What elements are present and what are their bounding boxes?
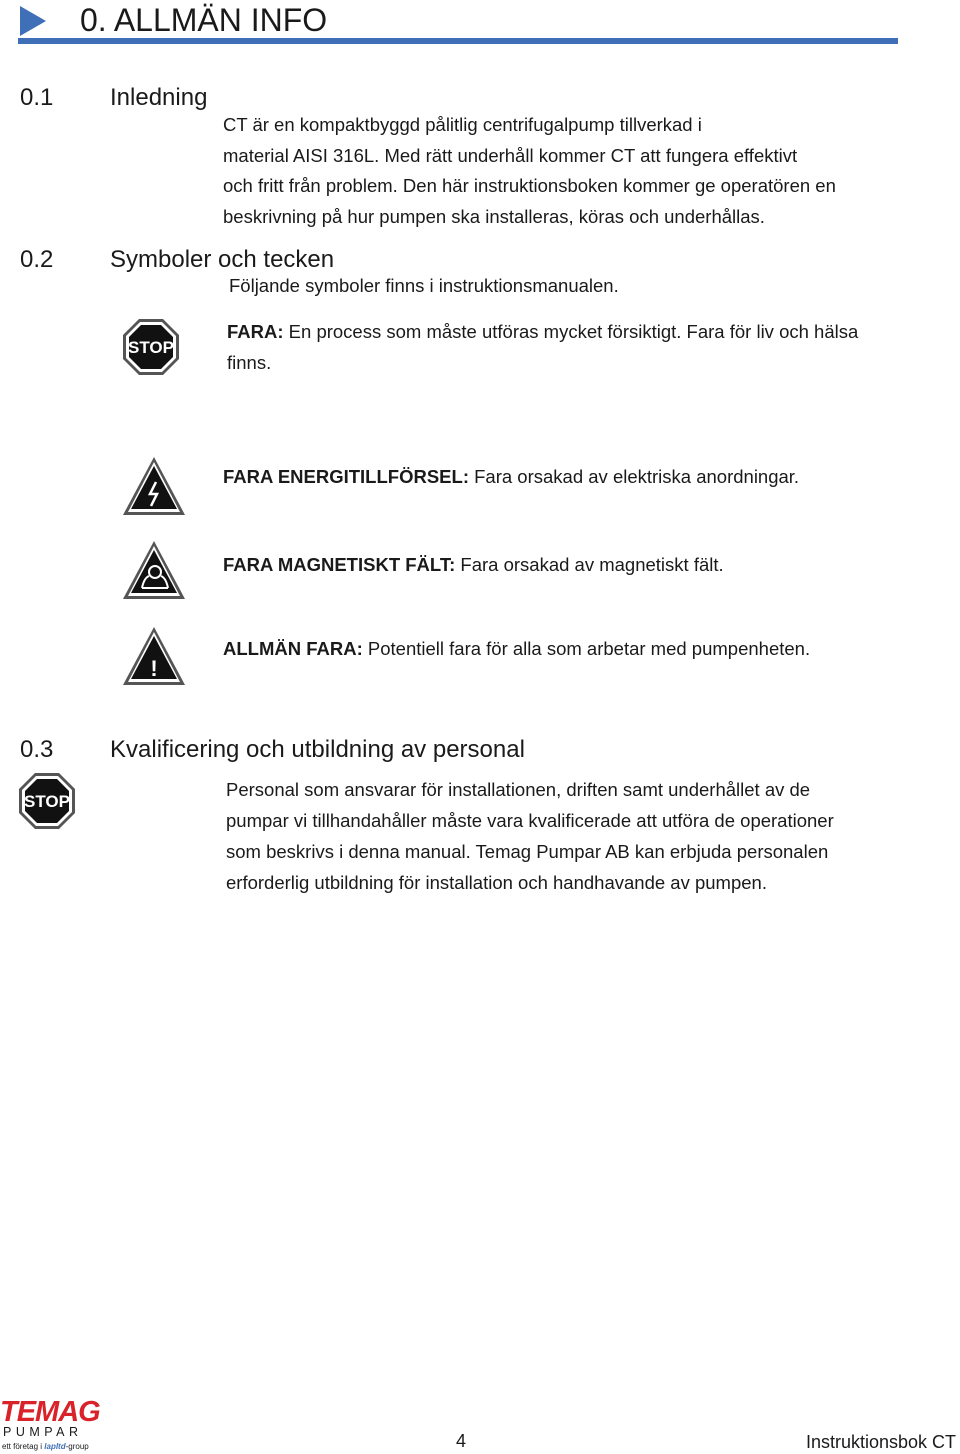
body-line: Personal som ansvarar för installationen, driften samt underhållet av de — [226, 779, 811, 800]
warning-label: FARA ENERGITILLFÖRSEL: — [223, 466, 469, 487]
logo-tag-group: lapltd — [44, 1442, 66, 1451]
section-number: 0.3 — [20, 736, 54, 763]
body-line: som beskrivs i denna manual. Temag Pumpar AB kan erbjuda personalen — [226, 841, 829, 862]
warning-label: ALLMÄN FARA: — [223, 638, 363, 659]
warning-danger — [227, 321, 858, 343]
warning-text: En process som måste utföras mycket försiktigt. Fara för liv och hälsa — [283, 321, 859, 342]
body-line: beskrivning på hur pumpen ska installeras, köras och underhållas. — [223, 205, 765, 227]
temag-logo: TEMAG — [0, 1396, 100, 1428]
page-title: 0. ALLMÄN INFO — [80, 2, 328, 38]
exclamation-text: ! — [150, 656, 158, 681]
document-name: Instruktionsbok CT — [806, 1432, 957, 1452]
section-intro: Följande symboler finns i instruktionsmanualen. — [229, 275, 619, 296]
warning-label: FARA MAGNETISKT FÄLT: — [223, 554, 456, 575]
warning-text: Fara orsakad av magnetiskt fält. — [455, 554, 724, 575]
stop-sign-text: STOP — [24, 792, 70, 811]
general-danger-icon — [122, 626, 186, 686]
page-number: 4 — [456, 1431, 467, 1451]
logo-tag-prefix: ett företag i — [2, 1442, 43, 1451]
warning-text: Fara orsakad av elektriska anordningar. — [468, 466, 800, 487]
magnetic-field-icon — [122, 540, 186, 600]
stop-sign-text: STOP — [128, 338, 174, 357]
section-number: 0.2 — [20, 246, 54, 273]
warning-electric — [223, 466, 799, 488]
section-title: Inledning — [110, 84, 208, 111]
section-title: Symboler och tecken — [110, 246, 335, 273]
warning-text: Potentiell fara för alla som arbetar med pumpenheten. — [362, 638, 811, 659]
warning-magnetic — [223, 554, 724, 576]
logo-tag-suffix: -group — [65, 1442, 89, 1451]
section-title: Kvalificering och utbildning av personal — [110, 736, 525, 763]
body-line: erforderlig utbildning för installation och handhavande av pumpen. — [226, 872, 767, 893]
logo-tagline — [2, 1442, 89, 1451]
warning-general — [223, 638, 810, 660]
body-line: material AISI 316L. Med rätt underhåll kommer CT att fungera effektivt — [223, 144, 798, 166]
section-number: 0.1 — [20, 84, 54, 111]
stop-sign-icon — [122, 318, 180, 376]
body-line: CT är en kompaktbyggd pålitlig centrifugalpump tillverkad i — [223, 114, 702, 135]
header-rule — [18, 38, 898, 44]
temag-logo-sub: PUMPAR — [3, 1425, 83, 1439]
electric-hazard-icon — [122, 456, 186, 516]
play-arrow-icon — [20, 6, 46, 36]
section-body — [223, 110, 836, 232]
body-line: pumpar vi tillhandahåller måste vara kvalificerade att utföra de operationer — [226, 810, 834, 831]
stop-sign-icon — [18, 772, 76, 830]
warning-label: FARA: — [227, 321, 284, 342]
section-body — [226, 774, 834, 898]
body-line: och fritt från problem. Den här instruktionsboken kommer ge operatören en — [223, 175, 836, 196]
warning-text-continued: finns. — [227, 352, 272, 373]
